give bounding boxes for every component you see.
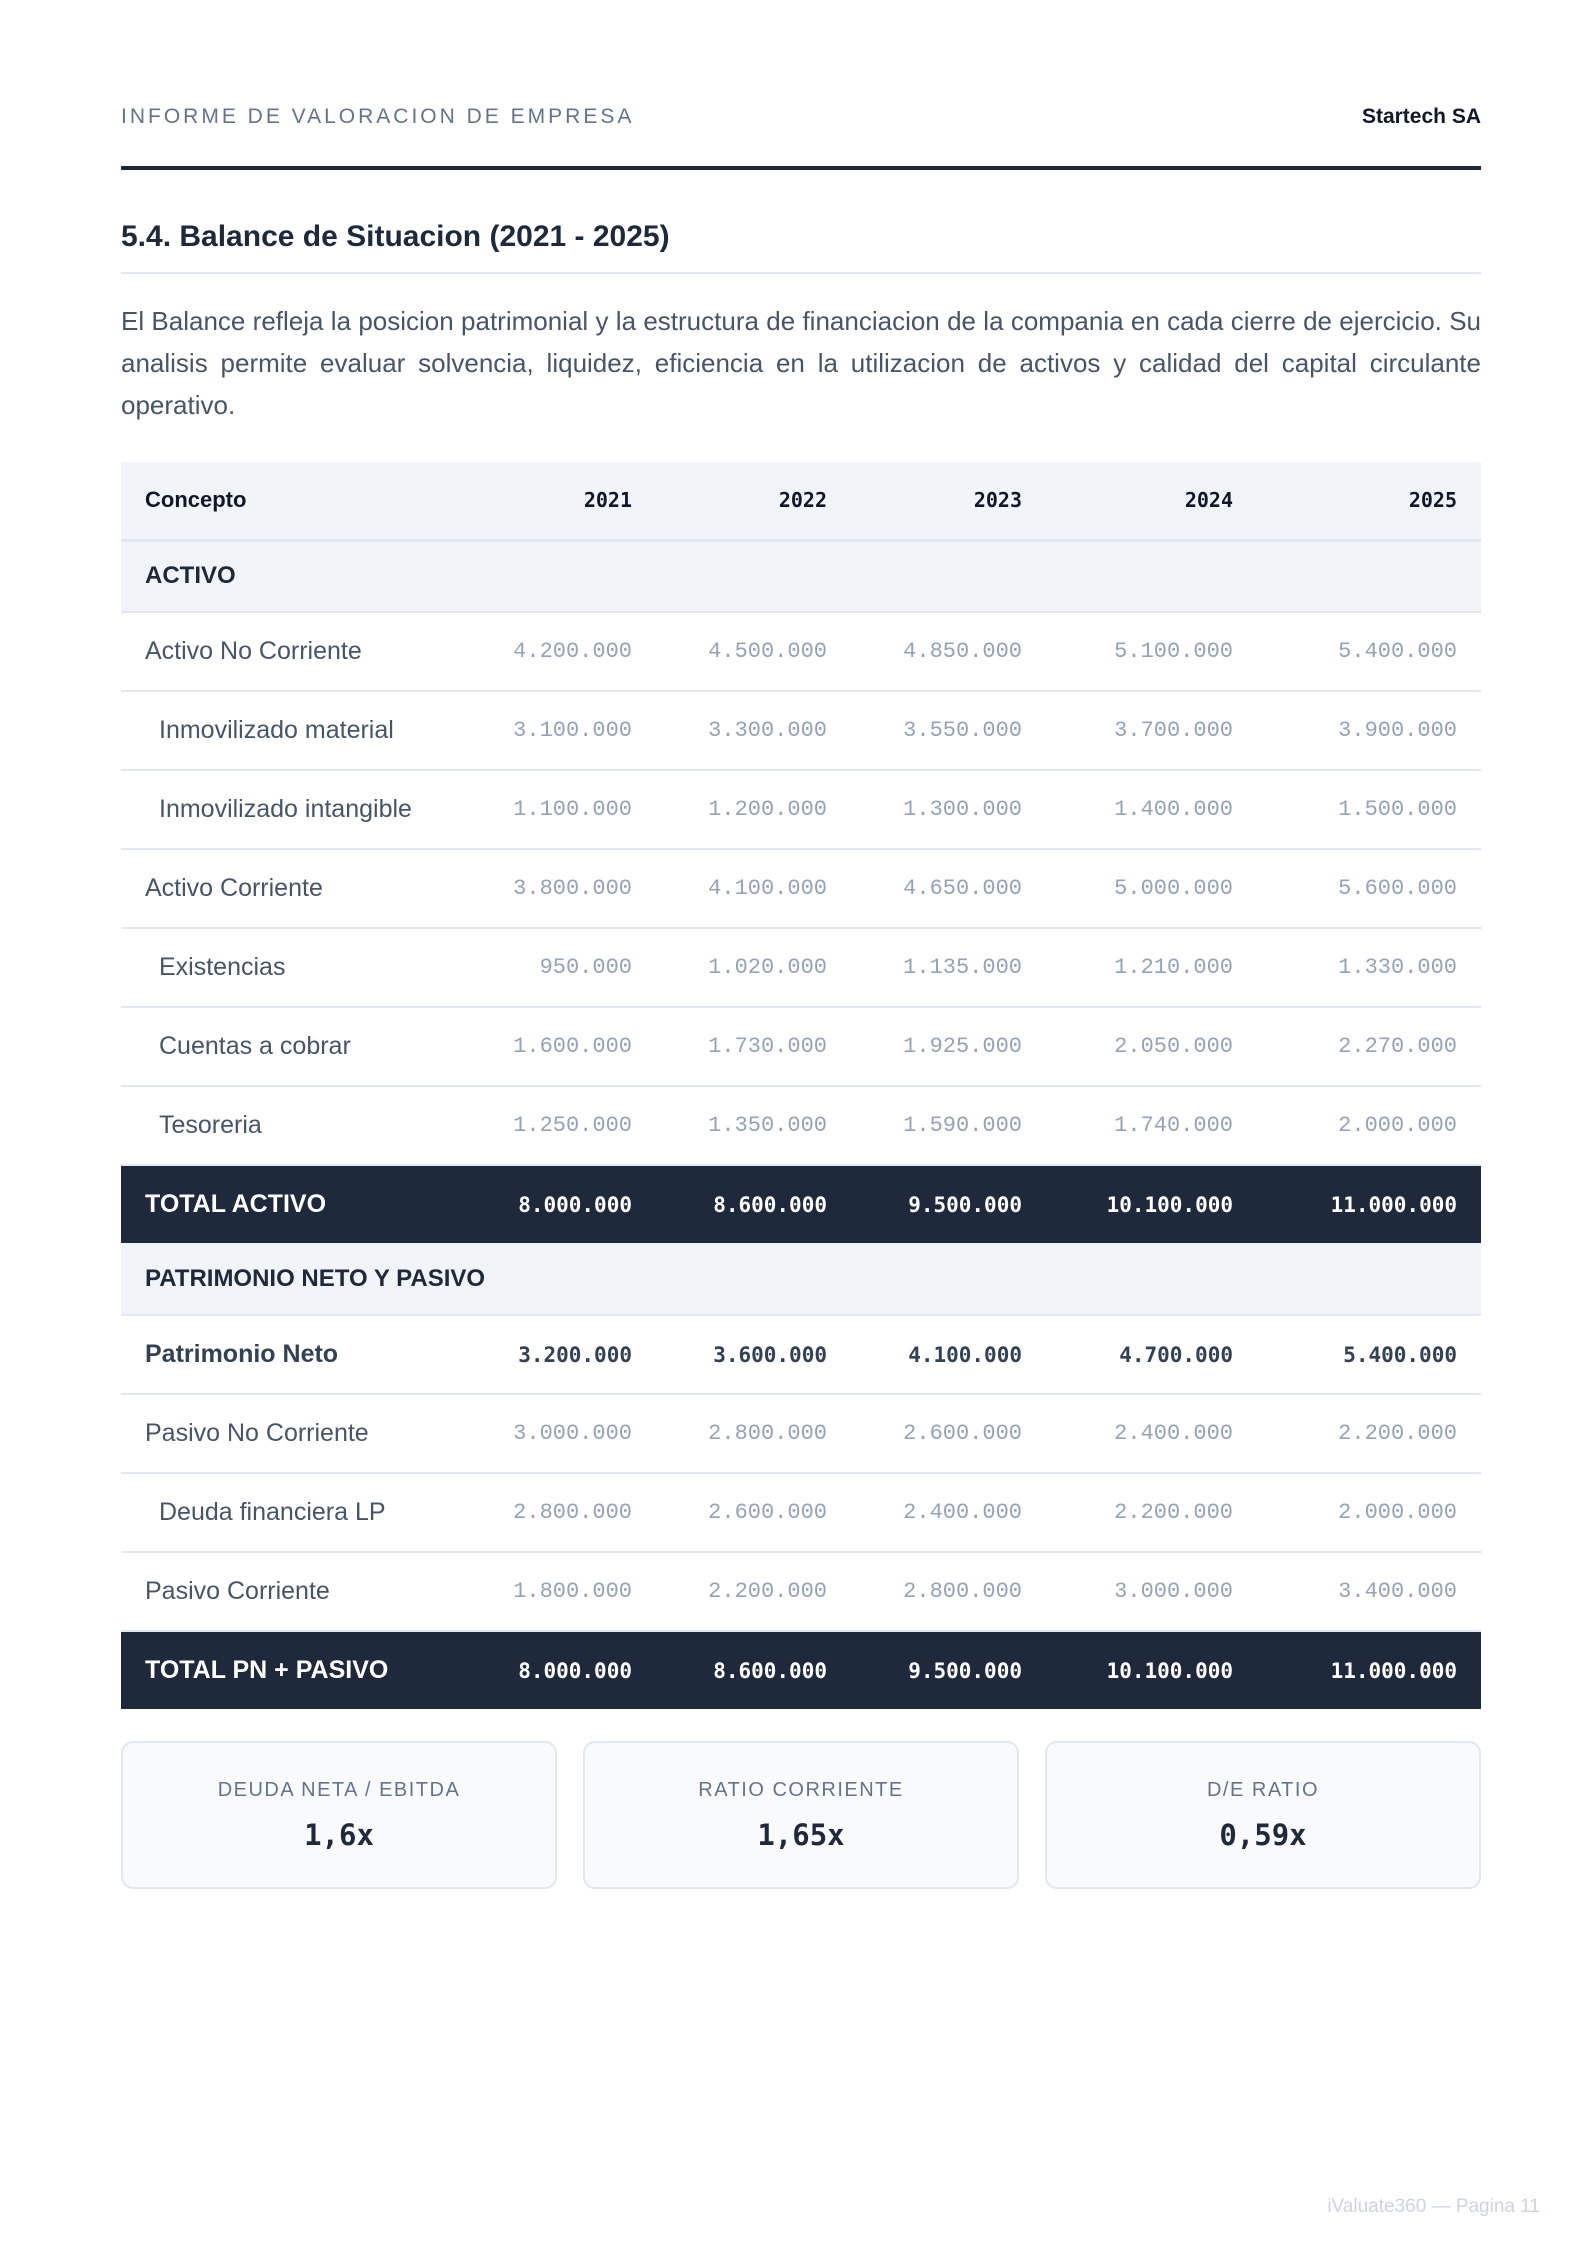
cell-value: 3.700.000 (1046, 691, 1257, 770)
cell-value: 2.200.000 (1257, 1394, 1481, 1473)
cell-value: 3.100.000 (461, 691, 656, 770)
cell-value: 1.135.000 (851, 928, 1046, 1007)
section-title: 5.4. Balance de Situacion (2021 - 2025) (121, 220, 1481, 274)
cell-value: 11.000.000 (1330, 1192, 1457, 1217)
total-row (121, 1631, 1481, 1709)
table-row (121, 691, 1481, 770)
column-header: 2022 (778, 488, 827, 513)
kpi-card (583, 1741, 1019, 1889)
cell-value: 3.400.000 (1257, 1552, 1481, 1631)
row-label: Cuentas a cobrar (121, 1007, 461, 1086)
cell-value: 5.000.000 (1046, 849, 1257, 928)
page-header (121, 102, 1481, 132)
section-row (121, 1243, 1481, 1315)
cell-value: 2.000.000 (1257, 1086, 1481, 1165)
section-intro: El Balance refleja la posicion patrimonial y la estructura de financiacion de la compania en cada cierre de ejercicio. Su analisis permite evaluar solvencia, liquidez, eficiencia en la utilizacion de activos y calidad del capital circulante operativo. (121, 306, 1481, 420)
report-title: INFORME DE VALORACION DE EMPRESA (121, 105, 635, 128)
kpi-value: 1,6x (304, 1817, 374, 1852)
cell-value: 1.020.000 (656, 928, 851, 1007)
kpi-card (121, 1741, 557, 1889)
cell-value: 1.300.000 (851, 770, 1046, 849)
section-row (121, 540, 1481, 612)
cell-value: 2.800.000 (461, 1473, 656, 1552)
row-label: Activo Corriente (121, 849, 461, 928)
row-label: Inmovilizado intangible (121, 770, 461, 849)
cell-value: 11.000.000 (1330, 1658, 1457, 1683)
cell-value: 2.200.000 (656, 1552, 851, 1631)
table-row (121, 849, 1481, 928)
cell-value: 5.400.000 (1257, 1315, 1481, 1394)
page-footer: iValuate360 — Pagina 11 (1327, 2196, 1540, 2217)
cell-value: 3.300.000 (656, 691, 851, 770)
cell-value: 1.800.000 (461, 1552, 656, 1631)
cell-value: 4.650.000 (851, 849, 1046, 928)
cell-value: 3.000.000 (461, 1394, 656, 1473)
cell-value: 1.740.000 (1046, 1086, 1257, 1165)
table-row (121, 770, 1481, 849)
kpi-value: 0,59x (1219, 1817, 1307, 1852)
cell-value: 2.270.000 (1257, 1007, 1481, 1086)
cell-value: 1.200.000 (656, 770, 851, 849)
table-row (121, 928, 1481, 1007)
column-header: 2023 (973, 488, 1022, 513)
row-label: TOTAL PN + PASIVO (145, 1656, 389, 1684)
cell-value: 9.500.000 (908, 1192, 1022, 1217)
cell-value: 4.100.000 (851, 1315, 1046, 1394)
kpi-label: RATIO CORRIENTE (698, 1778, 904, 1801)
cell-value: 3.900.000 (1257, 691, 1481, 770)
cell-value: 5.400.000 (1257, 612, 1481, 691)
company-name: Startech SA (1361, 105, 1481, 128)
row-label: Pasivo No Corriente (121, 1394, 461, 1473)
row-label: Activo No Corriente (121, 612, 461, 691)
cell-value: 1.330.000 (1257, 928, 1481, 1007)
kpi-card (1045, 1741, 1481, 1889)
section-label: ACTIVO (121, 540, 1481, 612)
cell-value: 8.600.000 (713, 1192, 827, 1217)
row-label: TOTAL ACTIVO (145, 1190, 327, 1218)
cell-value: 2.050.000 (1046, 1007, 1257, 1086)
cell-value: 4.100.000 (656, 849, 851, 928)
kpi-label: D/E RATIO (1206, 1778, 1320, 1801)
section-label: PATRIMONIO NETO Y PASIVO (121, 1243, 1481, 1315)
cell-value: 10.100.000 (1106, 1658, 1233, 1683)
table-row (121, 1552, 1481, 1631)
table-header-row (121, 462, 1481, 540)
table-row (121, 1007, 1481, 1086)
cell-value: 9.500.000 (908, 1658, 1022, 1683)
cell-value: 1.400.000 (1046, 770, 1257, 849)
total-row (121, 1165, 1481, 1243)
header-divider (121, 166, 1481, 170)
table-row (121, 612, 1481, 691)
cell-value: 4.500.000 (656, 612, 851, 691)
cell-value: 4.200.000 (461, 612, 656, 691)
column-header: 2021 (583, 488, 632, 513)
cell-value: 8.000.000 (518, 1658, 632, 1683)
cell-value: 1.590.000 (851, 1086, 1046, 1165)
cell-value: 2.800.000 (851, 1552, 1046, 1631)
row-label: Existencias (121, 928, 461, 1007)
cell-value: 1.350.000 (656, 1086, 851, 1165)
cell-value: 2.600.000 (656, 1473, 851, 1552)
table-row (121, 1315, 1481, 1394)
kpi-cards (121, 1741, 1481, 1889)
cell-value: 5.600.000 (1257, 849, 1481, 928)
cell-value: 2.000.000 (1257, 1473, 1481, 1552)
cell-value: 1.600.000 (461, 1007, 656, 1086)
kpi-label: DEUDA NETA / EBITDA (217, 1778, 461, 1801)
cell-value: 10.100.000 (1106, 1192, 1233, 1217)
row-label: Inmovilizado material (121, 691, 461, 770)
cell-value: 2.600.000 (851, 1394, 1046, 1473)
cell-value: 1.210.000 (1046, 928, 1257, 1007)
cell-value: 4.700.000 (1046, 1315, 1257, 1394)
cell-value: 2.200.000 (1046, 1473, 1257, 1552)
cell-value: 3.000.000 (1046, 1552, 1257, 1631)
row-label: Patrimonio Neto (121, 1315, 461, 1394)
cell-value: 3.200.000 (461, 1315, 656, 1394)
cell-value: 2.800.000 (656, 1394, 851, 1473)
table-row (121, 1086, 1481, 1165)
table-row (121, 1473, 1481, 1552)
cell-value: 2.400.000 (1046, 1394, 1257, 1473)
cell-value: 1.100.000 (461, 770, 656, 849)
cell-value: 1.730.000 (656, 1007, 851, 1086)
row-label: Deuda financiera LP (121, 1473, 461, 1552)
table-body (121, 540, 1481, 1709)
column-header: Concepto (145, 487, 247, 513)
column-header: 2025 (1408, 488, 1457, 513)
cell-value: 1.500.000 (1257, 770, 1481, 849)
row-label: Pasivo Corriente (121, 1552, 461, 1631)
cell-value: 4.850.000 (851, 612, 1046, 691)
kpi-value: 1,65x (757, 1817, 845, 1852)
cell-value: 3.800.000 (461, 849, 656, 928)
cell-value: 1.250.000 (461, 1086, 656, 1165)
cell-value: 1.925.000 (851, 1007, 1046, 1086)
page (121, 0, 1481, 1889)
column-header: 2024 (1184, 488, 1233, 513)
table-row (121, 1394, 1481, 1473)
cell-value: 2.400.000 (851, 1473, 1046, 1552)
cell-value: 5.100.000 (1046, 612, 1257, 691)
cell-value: 8.600.000 (713, 1658, 827, 1683)
row-label: Tesoreria (121, 1086, 461, 1165)
cell-value: 8.000.000 (518, 1192, 632, 1217)
cell-value: 3.600.000 (656, 1315, 851, 1394)
cell-value: 3.550.000 (851, 691, 1046, 770)
balance-table (121, 462, 1481, 1709)
cell-value: 950.000 (461, 928, 656, 1007)
